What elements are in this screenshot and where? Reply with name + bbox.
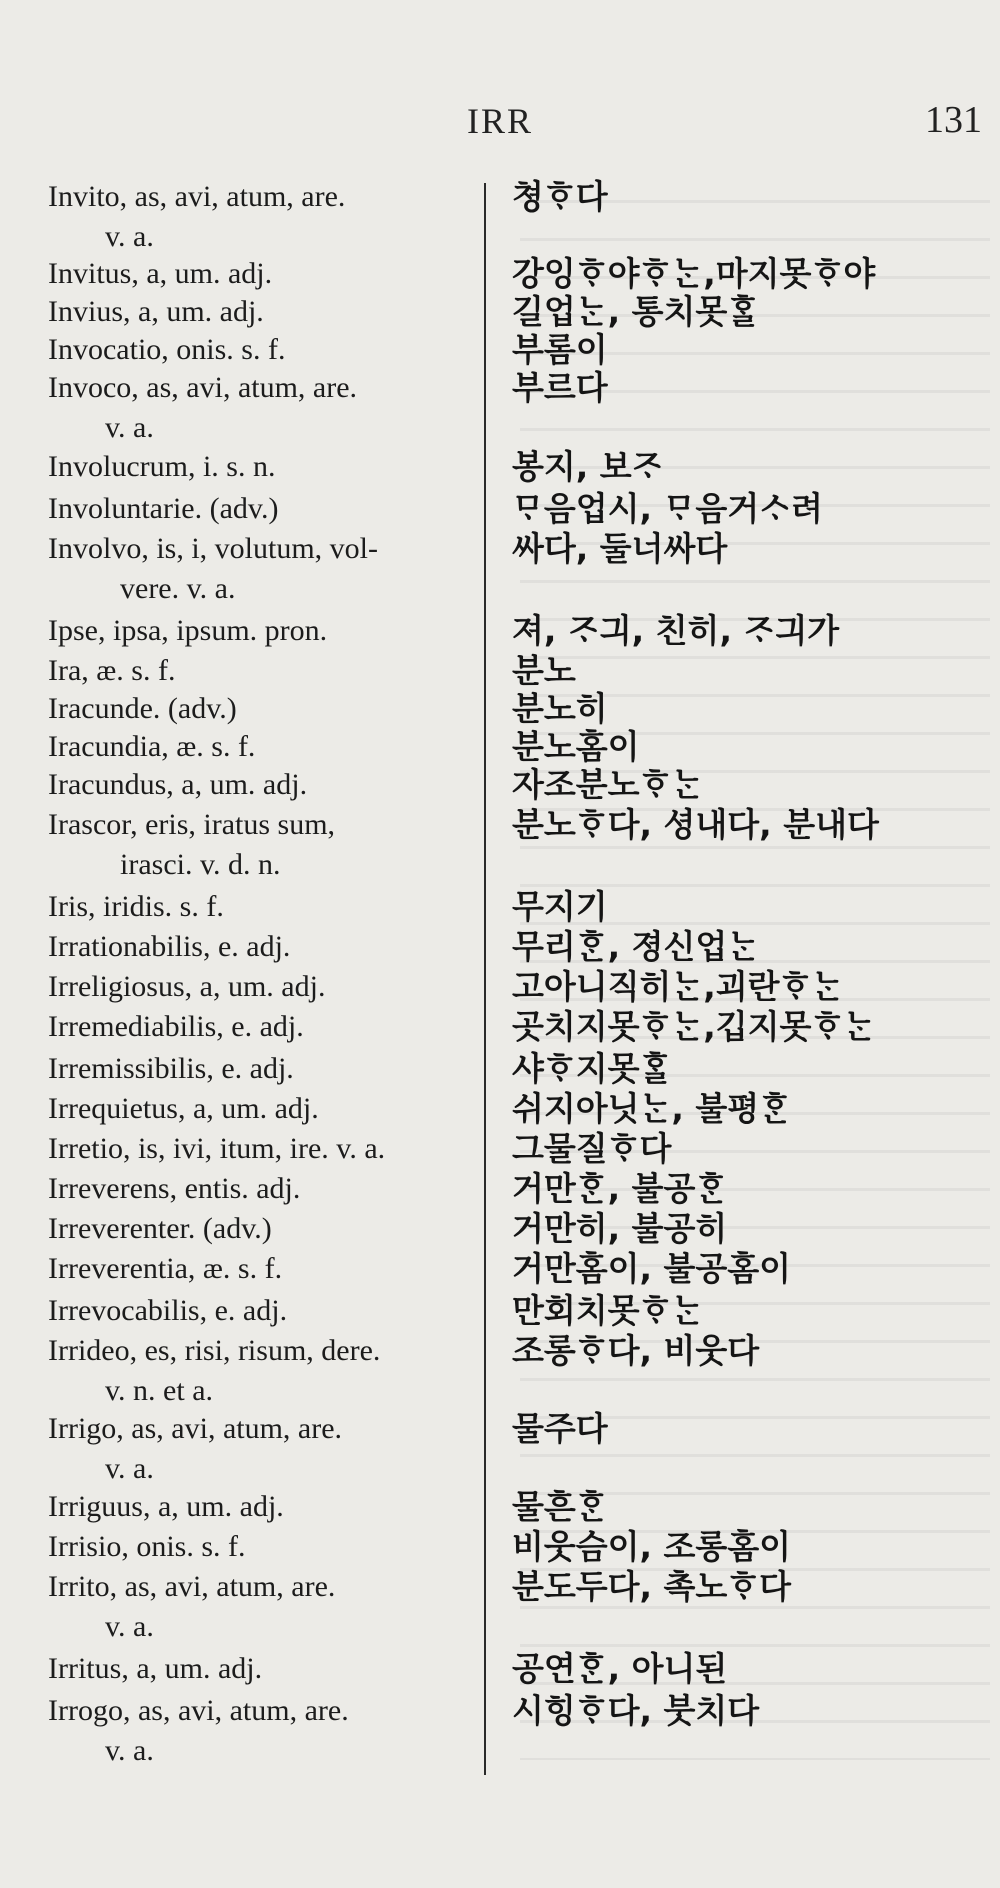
korean-translation: 조롱ᄒᆞ다, 비웃다 [512,1331,760,1370]
latin-headword: Invocatio, onis. s. f. [48,333,286,366]
latin-continuation: vere. v. a. [120,572,236,605]
korean-translation: 무리ᄒᆞᆫ, 졍신업ᄂᆞᆫ [512,927,760,966]
latin-headword: Ipse, ipsa, ipsum. pron. [48,614,328,647]
korean-translation: 쉬지아닛ᄂᆞᆫ, 불평ᄒᆞᆫ [512,1089,792,1128]
latin-headword: Irrequietus, a, um. adj. [48,1092,319,1125]
latin-headword: Ira, æ. s. f. [48,654,176,687]
page-header-title: IRR [466,101,533,141]
latin-headword: Irrigo, as, avi, atum, are. [48,1412,343,1445]
latin-headword: Irreverens, entis. adj. [48,1172,301,1205]
korean-translation: 분노 [512,651,576,690]
latin-headword: Invoco, as, avi, atum, are. [48,371,358,404]
korean-translation: 시힝ᄒᆞ다, 붓치다 [512,1691,760,1730]
korean-translation: 자조분노ᄒᆞᄂᆞᆫ [512,765,704,804]
latin-headword: Irreverentia, æ. s. f. [48,1252,283,1285]
latin-headword: Irrisio, onis. s. f. [48,1530,246,1563]
latin-headword: Irrito, as, avi, atum, are. [48,1570,336,1603]
latin-continuation: v. a. [105,1734,154,1767]
latin-headword: Invitus, a, um. adj. [48,257,273,290]
latin-continuation: v. n. et a. [105,1374,214,1407]
latin-headword: Iracundus, a, um. adj. [48,768,308,801]
korean-translation: 거만히, 불공히 [512,1209,728,1248]
korean-translation: 져, ᄌᆞ긔, 친히, ᄌᆞ긔가 [512,611,840,650]
korean-translation: ᄆᆞ음업시, ᄆᆞ음거ᄉᆞ려 [512,489,823,528]
latin-headword: Irrationabilis, e. adj. [48,930,291,963]
latin-headword: Irretio, is, ivi, itum, ire. v. a. [48,1132,386,1165]
latin-headword: Irascor, eris, iratus sum, [48,808,336,841]
korean-translation: 무지기 [512,887,608,926]
korean-translation: 분노히 [512,689,608,728]
column-divider [484,183,486,1775]
korean-translation: 샤ᄒᆞ지못ᄒᆞᆯ [512,1049,672,1088]
korean-translation: 부롬이 [512,330,608,369]
korean-translation: 분노홈이 [512,727,640,766]
latin-headword: Irremediabilis, e. adj. [48,1010,304,1043]
korean-translation: 물흔ᄒᆞᆫ [512,1487,608,1526]
korean-translation: 비웃슴이, 조롱홈이 [512,1527,792,1566]
korean-translation: 곳치지못ᄒᆞᄂᆞᆫ,깁지못ᄒᆞᄂᆞᆫ [512,1007,876,1046]
latin-headword: Iracunde. (adv.) [48,692,237,725]
korean-translation: 길업ᄂᆞᆫ, 통치못ᄒᆞᆯ [512,292,760,331]
latin-headword: Involvo, is, i, volutum, vol- [48,532,378,565]
korean-translation: 봉지, 보ᄌᆞ [512,447,664,486]
latin-headword: Irremissibilis, e. adj. [48,1052,294,1085]
latin-headword: Iris, iridis. s. f. [48,890,224,923]
korean-translation: 고아니직히ᄂᆞᆫ,괴란ᄒᆞᄂᆞᆫ [512,967,844,1006]
latin-headword: Involucrum, i. s. n. [48,450,276,483]
latin-continuation: v. a. [105,411,154,444]
latin-headword: Involuntarie. (adv.) [48,492,279,525]
latin-headword: Invius, a, um. adj. [48,295,264,328]
latin-headword: Irreligiosus, a, um. adj. [48,970,326,1003]
page-number: 131 [925,99,982,141]
latin-continuation: v. a. [105,220,154,253]
korean-translation: 부르다 [512,368,608,407]
latin-continuation: v. a. [105,1610,154,1643]
korean-translation: 만회치못ᄒᆞᄂᆞᆫ [512,1291,704,1330]
latin-headword: Irreverenter. (adv.) [48,1212,272,1245]
latin-headword: Irriguus, a, um. adj. [48,1490,284,1523]
latin-headword: Irrideo, es, risi, risum, dere. [48,1334,381,1367]
latin-continuation: irasci. v. d. n. [120,848,281,881]
korean-translation: 쳥ᄒᆞ다 [512,177,608,216]
latin-headword: Iracundia, æ. s. f. [48,730,256,763]
korean-translation: 거만홈이, 불공홈이 [512,1249,792,1288]
latin-headword: Irritus, a, um. adj. [48,1652,263,1685]
korean-translation: 싸다, 둘너싸다 [512,529,728,568]
korean-translation: 강잉ᄒᆞ야ᄒᆞᄂᆞᆫ,마지못ᄒᆞ야 [512,254,876,293]
korean-translation: 공연ᄒᆞᆫ, 아니된 [512,1649,728,1688]
korean-translation: 그물질ᄒᆞ다 [512,1129,672,1168]
latin-headword: Irrevocabilis, e. adj. [48,1294,288,1327]
latin-continuation: v. a. [105,1452,154,1485]
latin-headword: Irrogo, as, avi, atum, are. [48,1694,349,1727]
latin-headword: Invito, as, avi, atum, are. [48,180,346,213]
korean-translation: 거만ᄒᆞᆫ, 불공ᄒᆞᆫ [512,1169,728,1208]
korean-translation: 분도두다, 촉노ᄒᆞ다 [512,1567,792,1606]
korean-translation: 물주다 [512,1409,608,1448]
korean-translation: 분노ᄒᆞ다, 셩내다, 분내다 [512,805,879,844]
